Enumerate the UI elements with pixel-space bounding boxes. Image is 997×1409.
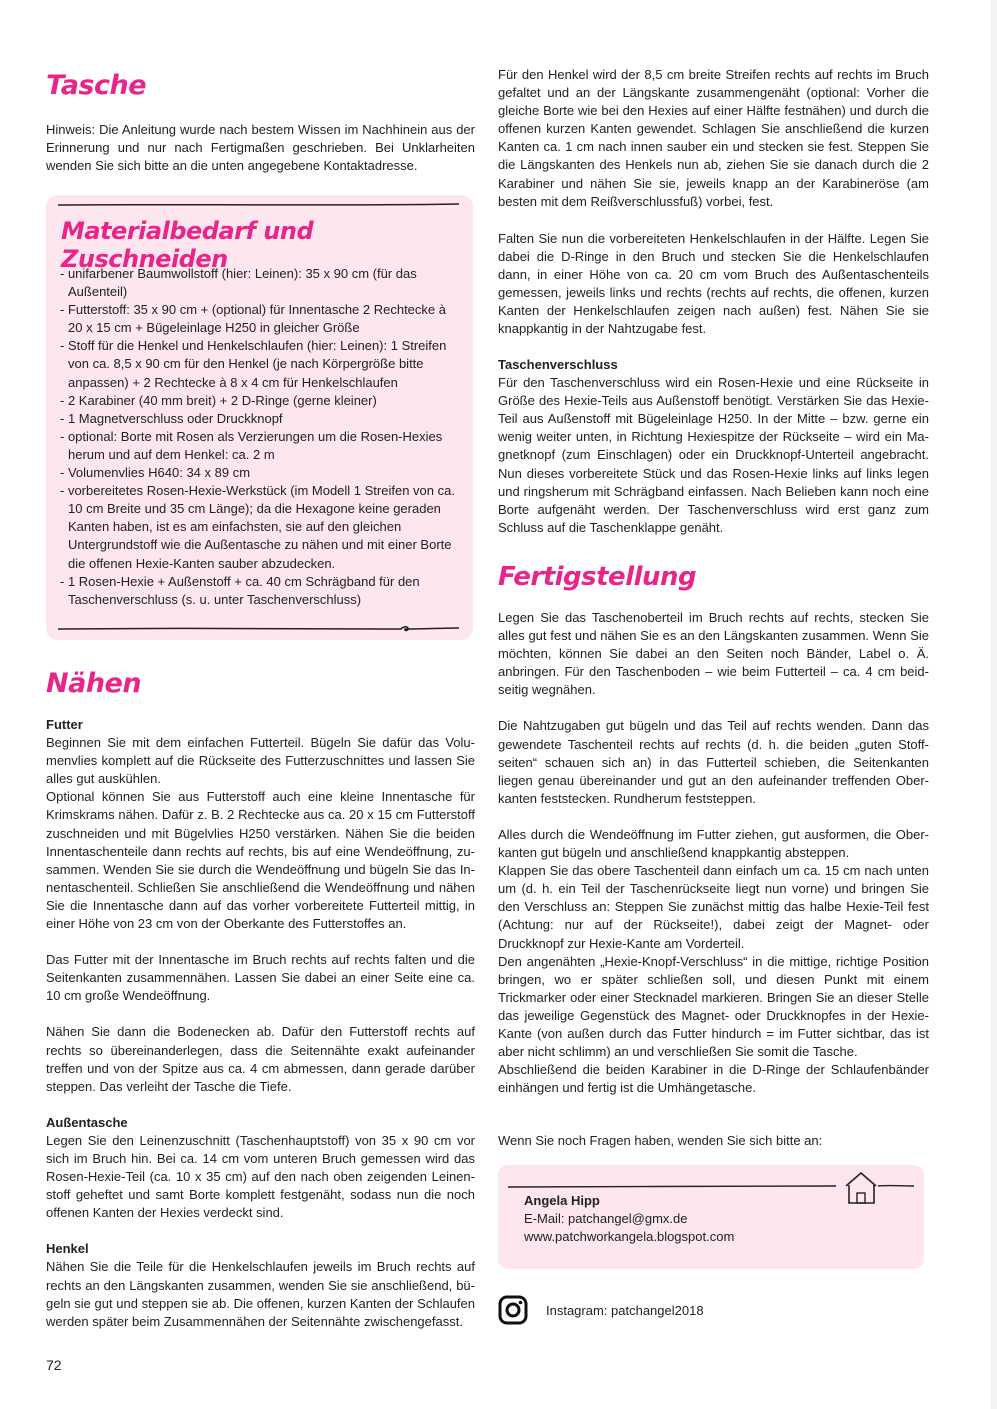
- fertig-paragraph-4: Klappen Sie das obere Taschenteil dann einfach um ca. 15 cm nach unten um (d. h. ein Teil der Taschenrückseite liegt nun vorne) und bringen Sie den Verschluss an: Steppen Sie zunächst mittig das halbe Hexie-Teil fest (Achtung: nur auf der Rückseite!), dabei zeigt der Magnet- oder Druckknopf zur Hexie-Kante am Vorderteil.: [498, 863, 929, 951]
- henkel-paragraph-3: Falten Sie nun die vorbereiteten Henkelschlaufen in der Hälfte. Legen Sie dabei die D-Ringe in den Bruch und stecken Sie die Henkelschlaufen dann, in einer Höhe von ca. 20 cm vom Bruch des Außentaschenteils gemessen, jeweils links und rechts (rechts auf rechts, die offenen, kurzen Kanten der Henkelschlaufen zeigen nach außen) fest. Nähen Sie sie knappkantig in der Nahtzugabe fest.: [498, 231, 929, 337]
- material-title: Materialbedarf und Zuschneiden: [61, 217, 314, 273]
- instagram-icon: [498, 1295, 528, 1325]
- fertig-section: [498, 609, 929, 1097]
- hinweis-text: Hinweis: Die Anleitung wurde nach bestem Wissen im Nachhinein aus der Erinnerung und nur nach Fertigmaßen geschrieben. Bei Unklarheiten wenden Sie sich bitte an die unten angegebene Kontaktadresse.: [46, 122, 475, 174]
- material-item: - unifarbener Baumwollstoff (hier: Leinen): 35 x 90 cm (für das Außenteil): [60, 266, 417, 300]
- fertig-paragraph-6: Abschließend die beiden Karabiner in die D-Ringe der Schlaufenbänder einhängen und fertig ist die Umhängetasche.: [498, 1062, 929, 1096]
- taschenverschluss-paragraph: Für den Taschenverschluss wird ein Rosen-Hexie und eine Rückseite in Größe des Hexie-Teils aus Außenstoff benötigt. Verstärken Sie das Hexie-Teil aus Außenstoff mit Bügeleinlage H250. In der Mitte – bzw. gerne ein wenig weiter unten, in Richtung Hexiespitze der Rückseite – wird ein Magnetknopf (zum Einschlagen) oder ein Druckknopf-Unterteil angebracht. Nun dieses vorbereitete Stück und das Rosen-Hexie links auf links legen und ringsherum mit Schrägband einfassen. Nach Belieben kann noch eine Borte aufgenäht werden. Der Taschenverschluss wird erst ganz zum Schluss auf die Taschenklappe genäht.: [498, 375, 929, 535]
- material-item: - 1 Rosen-Hexie + Außenstoff + ca. 40 cm Schrägband für den Taschenverschluss (s. u. unter Taschenverschluss): [60, 573, 420, 607]
- fertig-paragraph-3: Alles durch die Wendeöffnung im Futter ziehen, gut ausformen, die Oberkanten gut bügeln und anschließend knappkantig absteppen.: [498, 826, 929, 861]
- contact-name: Angela Hipp: [524, 1193, 600, 1208]
- instagram-row: [498, 1295, 798, 1325]
- henkel-paragraph-2: Für den Henkel wird der 8,5 cm breite Streifen rechts auf rechts im Bruch gefaltet und an der Längskante zusammengenäht (optional: Vorher die gleiche Borte wie bei den Hexies auf einer Hälfte festnähen) und durch die offenen kurzen Kanten gewendet. Schlagen Sie anschließend die kurzen Kanten ca. 1 cm nach innen sauber ein und stecken sie fest. Steppen Sie die Längskanten des Henkels nun ab, ziehen Sie sie danach durch die 2 Karabiner und nähen Sie sie, jeweils knapp an der Karabineröse (am besten mit dem Reißverschlussfuß) vorbei, fest.: [498, 67, 929, 209]
- material-item: - Volumenvlies H640: 34 x 89 cm: [60, 465, 251, 481]
- futter-paragraph-3: Das Futter mit der Innentasche im Bruch rechts auf rechts falten und die Seitenkanten zusammennähen. Lassen Sie dabei an einer Seite eine ca. 10 cm große Wendeöffnung.: [46, 952, 475, 1004]
- title-tasche: Tasche: [46, 70, 147, 101]
- instagram-handle[interactable]: Instagram: patchangel2018: [546, 1303, 704, 1318]
- henkel-paragraph: Nähen Sie die Teile für die Henkelschlaufen jeweils im Bruch rechts auf rechts an den Längskanten zusammen, wenden Sie sie anschließend, bügeln sie gut und steppen sie ab. Die offenen, kurzen Kanten der Schlaufen werden später beim Zusammennähen der Seitennähte zwischengefasst.: [46, 1259, 475, 1329]
- material-item: - Futterstoff: 35 x 90 cm + (optional) für Innentasche 2 Rechtecke à 20 x 15 cm + Bügeleinlage H250 in gleicher Größe: [60, 302, 446, 336]
- material-box: [46, 195, 473, 640]
- futter-paragraph-2: Optional können Sie aus Futterstoff auch eine kleine Innentasche für Krimskrams nähen. Dafür z. B. 2 Rechtecke aus ca. 20 x 15 cm Futterstoff zuschneiden und mit Bügelvlies H250 verstärken. Nähen Sie die beiden Innentaschenteile dann rechts auf rechts, bis auf eine Wendeöffnung, zusammen. Wenden Sie sie durch die Wendeöffnung und bügeln Sie das Innentaschenteil. Schließen Sie anschließend die Wendeöffnung und nähen Sie die Innentasche dann auf das vorher vorbereitete Futterteil mittig, in einer Höhe von 23 cm von der Oberkante des Futterstoffes an.: [46, 789, 475, 932]
- fertig-paragraph-1: Legen Sie das Taschenoberteil im Bruch rechts auf rechts, stecken Sie alles gut fest und nähen Sie es an den Längskanten zusammen. Wenn Sie möchten, können Sie dabei an den Seiten noch Bänder, Label o. Ä. anbringen. Für den Taschenboden – wie beim Futterteil – ca. 4 cm beidseitig wegnähen.: [498, 610, 929, 698]
- material-item: - 2 Karabiner (40 mm breit) + 2 D-Ringe (gerne kleiner): [60, 392, 377, 408]
- page-number: 72: [46, 1357, 62, 1373]
- fertig-paragraph-2: Die Nahtzugaben gut bügeln und das Teil auf rechts wenden. Dann das gewendete Taschenteil rechts auf rechts (d. h. die beiden „guten Stoffseiten“ schauen sich an) in das Futterteil schieben, die Seitenkanten liegen genau übereinander und gut an den aufeinander treffenden Oberkanten feststecken. Rundherum feststeppen.: [498, 718, 929, 806]
- contact-box: [498, 1165, 924, 1269]
- box-bottom-line: [56, 623, 461, 633]
- naehen-section: [46, 716, 475, 1331]
- contact-email[interactable]: E-Mail: patchangel@gmx.de: [524, 1211, 688, 1226]
- title-naehen: Nähen: [46, 668, 142, 699]
- taschenverschluss-heading: Taschenverschluss: [498, 357, 618, 372]
- material-item: - Stoff für die Henkel und Henkelschlaufen (hier: Leinen): 1 Streifen von ca. 8,5 x 90 cm für den Henkel (je nach Körpergröße bitte anpassen) + 2 Rechtecke à 8 x 4 cm für Henkelschlaufen: [60, 338, 447, 390]
- futter-paragraph-4: Nähen Sie dann die Bodenecken ab. Dafür den Futterstoff rechts auf rechts so übereinanderlegen, dass die Seitennähte exakt aufeinander treffen und von der Spitze aus ca. 4 cm abmessen, dann gerade darüber steppen. Das verleiht der Tasche die Tiefe.: [46, 1024, 475, 1094]
- contact-website[interactable]: www.patchworkangela.blogspot.com: [524, 1229, 735, 1244]
- fragen-text: Wenn Sie noch Fragen haben, wenden Sie sich bitte an:: [498, 1133, 823, 1148]
- material-item: - 1 Magnetverschluss oder Druckknopf: [60, 410, 283, 426]
- aussentasche-heading: Außentasche: [46, 1114, 128, 1130]
- title-fertigstellung: Fertigstellung: [498, 562, 697, 592]
- material-item: - optional: Borte mit Rosen als Verzierungen um die Rosen-Hexies herum und auf dem Henkel: ca. 2 m: [60, 428, 443, 462]
- verschluss-section: [498, 356, 929, 537]
- henkel-heading: Henkel: [46, 1241, 89, 1257]
- futter-heading: Futter: [46, 717, 83, 732]
- box-top-line: [56, 200, 461, 210]
- fertig-paragraph-5: Den angenähten „Hexie-Knopf-Verschluss“ in die mittige, richtige Position bringen, wo er später schließen soll, und diesen Punkt mit einem Trickmarker oder einer Stecknadel markieren. Bringen Sie an dieser Stelle das jeweilige Gegenstück des Magnet- oder Druckknopfes in der Hexie-Kante (von außen durch das Futter hindurch = im Futter sichtbar, das ist aber nicht schlimm) an und verschließen Sie somit die Tasche.: [498, 953, 929, 1060]
- page-edge: [991, 0, 997, 1409]
- aussentasche-paragraph: Legen Sie den Leinenzuschnitt (Taschenhauptstoff) von 35 x 90 cm vor sich im Bruch hin. Bei ca. 14 cm vom unteren Bruch gemessen wird das Rosen-Hexie-Teil (ca. 10 x 35 cm) auf den nach oben zeigenden Leinenstoff geheftet und samt Borte komplett festgenäht, sodass nun die noch offenen Kanten der Hexies verdeckt sind.: [46, 1132, 475, 1221]
- material-item: - vorbereitetes Rosen-Hexie-Werkstück (im Modell 1 Streifen von ca. 10 cm Breite und 35 cm Länge); da die Hexagone keine geraden Kanten haben, ist es am einfachsten, sie auf den gleichen Untergrundstoff wie die Außentasche zu nähen und mit einer Borte die offenen Hexie-Kanten sauber abzudecken.: [60, 483, 455, 571]
- futter-paragraph-1: Beginnen Sie mit dem einfachen Futterteil. Bügeln Sie dafür das Volumenvlies komplett auf die Rückseite des Futterzuschnittes und lassen Sie alles gut auskühlen.: [46, 735, 475, 787]
- material-list: [60, 265, 460, 609]
